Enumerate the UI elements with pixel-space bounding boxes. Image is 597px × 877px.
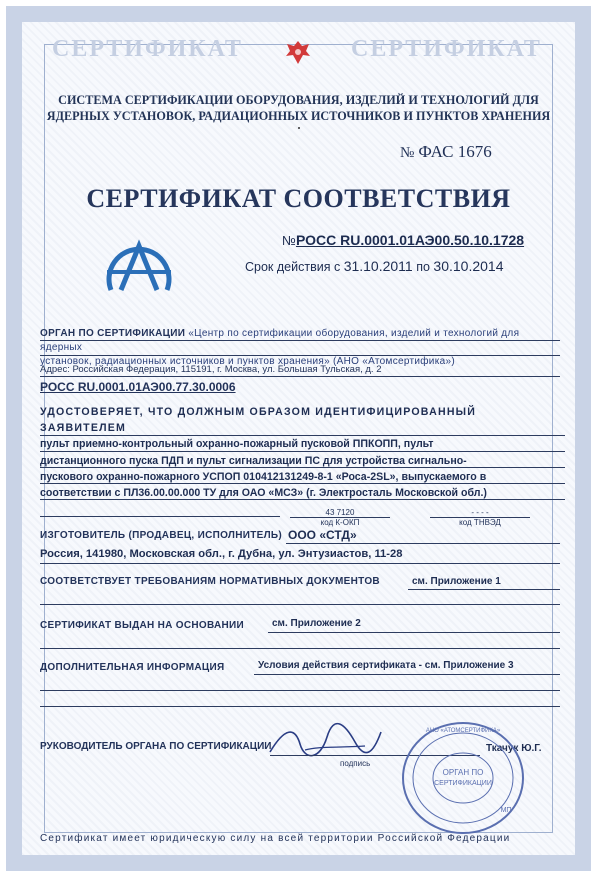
- cert-underline-3: [40, 467, 565, 468]
- stamp-ring-text: АНО «АТОМСЕРТИФИКА»: [425, 728, 501, 734]
- issued-value: см. Приложение 2: [272, 618, 361, 629]
- atom-logo-icon: [103, 232, 175, 296]
- okp-label: код К-ОКП: [290, 517, 390, 527]
- organ-label: ОРГАН ПО СЕРТИФИКАЦИИ: [40, 328, 186, 339]
- additional-extra-line-2: [40, 706, 560, 707]
- fac-prefix: №: [400, 145, 415, 161]
- fac-number: [400, 142, 492, 162]
- header-word-right: СЕРТИФИКАТ: [351, 36, 542, 62]
- fac-value: ФАС 1676: [418, 142, 492, 161]
- footer-text: Сертификат имеет юридическую силу на всей территории Российской Федерации: [40, 833, 511, 844]
- cert-underline-5: [40, 499, 565, 500]
- dot-mark: [298, 127, 300, 129]
- system-line-2: ЯДЕРНЫХ УСТАНОВОК, РАДИАЦИОННЫХ ИСТОЧНИКОВ И ПУНКТОВ ХРАНЕНИЯ: [46, 109, 551, 123]
- tnved-value: - - - -: [471, 508, 489, 517]
- reg-value: РОСС RU.0001.01АЭ00.50.10.1728: [295, 232, 525, 248]
- certifies-line-1: пульт приемно-контрольный охранно-пожарный пусковой ППКОПП, пульт: [40, 438, 434, 451]
- organ-underline-1: [40, 340, 560, 341]
- additional-label: ДОПОЛНИТЕЛЬНАЯ ИНФОРМАЦИЯ: [40, 662, 225, 673]
- certifies-block: [40, 404, 565, 501]
- address-underline: [40, 376, 560, 377]
- validity-period: [245, 258, 504, 274]
- cert-underline-4: [40, 483, 565, 484]
- signer-name: Ткачук Ю.Г.: [486, 743, 542, 754]
- issued-extra-line: [40, 648, 560, 649]
- system-line-1: СИСТЕМА СЕРТИФИКАЦИИ ОБОРУДОВАНИЯ, ИЗДЕЛИЙ И ТЕХНОЛОГИЙ ДЛЯ: [58, 93, 539, 107]
- organ-underline-2: [40, 355, 560, 356]
- okp-value: 43 7120: [325, 508, 355, 517]
- additional-value: Условия действия сертификата - см. Приложение 3: [258, 660, 514, 671]
- additional-extra-line-1: [40, 690, 560, 691]
- document-title: СЕРТИФИКАТ СООТВЕТСТВИЯ: [86, 184, 511, 213]
- cert-underline-1: [40, 435, 565, 436]
- certification-system: [40, 92, 557, 124]
- issued-label: СЕРТИФИКАТ ВЫДАН НА ОСНОВАНИИ: [40, 620, 244, 631]
- valid-from: 31.10.2011: [343, 258, 413, 274]
- signature-icon: [265, 722, 385, 762]
- valid-label: Срок действия с: [245, 260, 341, 274]
- stamp-line-1: ОРГАН ПО: [442, 768, 484, 777]
- certifies-line-2: дистанционного пуска ПДП и пульт сигнализации ПС для устройства сигнально-: [40, 454, 467, 467]
- certifies-line-4: соответствии с ПЛ36.00.00.000 ТУ для ОАО «МСЗ» (г. Электросталь Московской обл.): [40, 487, 487, 500]
- complies-label: СООТВЕТСТВУЕТ ТРЕБОВАНИЯМ НОРМАТИВНЫХ ДОКУМЕНТОВ: [40, 576, 380, 587]
- tnved-label: код ТНВЭД: [430, 517, 530, 527]
- stamp-seal-icon: [400, 720, 526, 836]
- header-word-left: СЕРТИФИКАТ: [52, 36, 243, 62]
- codes-left-line: [40, 516, 280, 517]
- organ-block: [40, 327, 560, 369]
- additional-underline: [254, 674, 560, 675]
- head-label: РУКОВОДИТЕЛЬ ОРГАНА ПО СЕРТИФИКАЦИИ: [40, 741, 272, 752]
- manufacturer-label: ИЗГОТОВИТЕЛЬ (ПРОДАВЕЦ, ИСПОЛНИТЕЛЬ): [40, 530, 283, 541]
- organ-address: Адрес: Российская Федерация, 115191, г. Москва, ул. Большая Тульская, д. 2: [40, 364, 382, 375]
- manufacturer-name: ООО «СТД»: [288, 528, 357, 542]
- mfr-address-underline: [40, 563, 560, 564]
- valid-to: 30.10.2014: [433, 258, 504, 274]
- certifies-lead: УДОСТОВЕРЯЕТ, ЧТО ДОЛЖНЫМ ОБРАЗОМ ИДЕНТИФИЦИРОВАННЫЙ ЗАЯВИТЕЛЕМ: [40, 406, 477, 435]
- valid-to-label: по: [416, 260, 430, 274]
- registration-number: [282, 232, 524, 248]
- stamp-mark: МП: [500, 807, 512, 814]
- organ-name-1: «Центр по сертификации оборудования, изделий и технологий для ядерных: [40, 328, 520, 353]
- reg-prefix: №: [282, 233, 296, 248]
- stamp-line-2: СЕРТИФИКАЦИИ: [434, 780, 492, 787]
- complies-extra-line: [40, 604, 560, 605]
- signature-caption: подпись: [340, 759, 371, 768]
- organ-name-2: установок, радиационных источников и пунктов хранения» (АНО «Атомсертифика»): [40, 356, 455, 367]
- mfr-underline: [286, 543, 560, 544]
- cert-underline-2: [40, 451, 565, 452]
- complies-value: см. Приложение 1: [412, 576, 501, 587]
- certifies-line-3: пускового охранно-пожарного УСПОП 010412131249-8-1 «Роса-2SL», выпускаемого в: [40, 470, 487, 483]
- complies-underline: [408, 589, 560, 590]
- coat-of-arms-icon: [283, 38, 313, 66]
- issued-underline: [268, 632, 560, 633]
- organ-number: РОСС RU.0001.01АЭ00.77.30.0006: [40, 380, 236, 394]
- manufacturer-address: Россия, 141980, Московская обл., г. Дубна, ул. Энтузиастов, 11-28: [40, 548, 403, 560]
